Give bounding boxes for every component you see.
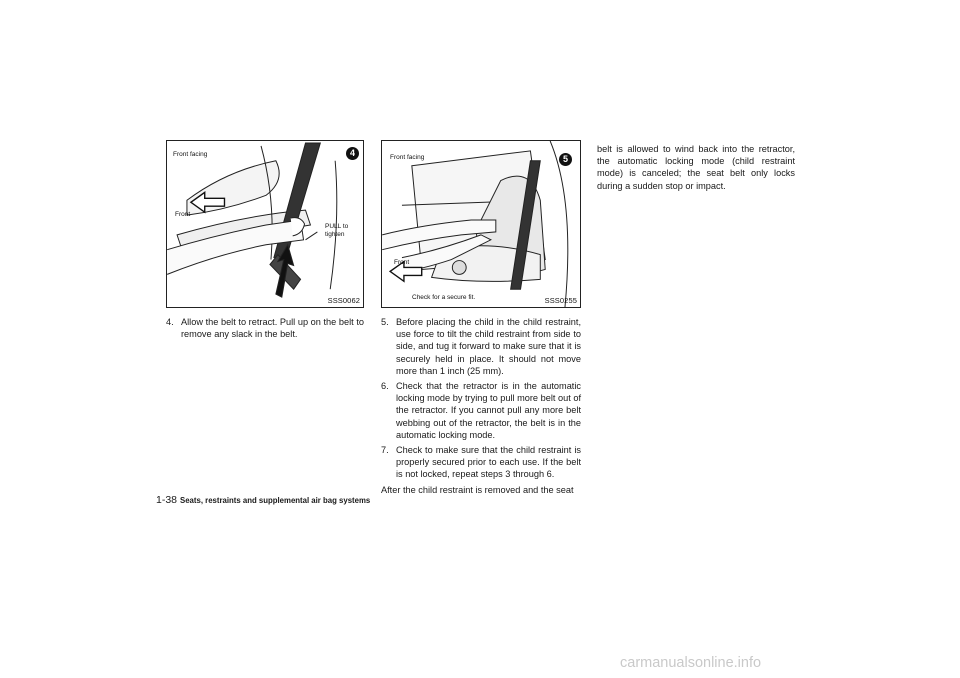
step-7 xyxy=(381,444,581,481)
page-number: 1-38 xyxy=(156,494,178,506)
step-number: 5. xyxy=(381,317,389,327)
label-front: Front xyxy=(394,259,410,266)
figure-code: SSS0062 xyxy=(327,296,360,305)
label-pull-to-tighten: PULL to tighten xyxy=(325,223,349,238)
figure-4-illustration xyxy=(166,140,364,308)
label-front-facing: Front facing xyxy=(173,151,208,158)
after-removal-paragraph-start: After the child restraint is removed and the seat xyxy=(381,484,574,495)
step-5 xyxy=(381,316,581,377)
label-check-secure-fit: Check for a secure fit. xyxy=(412,294,476,301)
step-number: 7. xyxy=(381,445,389,456)
step-4 xyxy=(166,316,364,340)
watermark: carmanualsonline.info xyxy=(620,655,762,671)
step-text: Check that the retractor is in the automatic locking mode by trying to pull more belt out of the retractor. If you cannot pull any more belt webbing out of the retractor, the belt is in the automatic locking mode. xyxy=(396,381,581,440)
column-3-text xyxy=(597,143,795,192)
step-text: Before placing the child in the child restraint, use force to tilt the child restraint from side to side, and tug it forward to make sure that it is securely held in place. It should not move more than 1 inch (25 mm). xyxy=(396,317,581,376)
section-title: Seats, restraints and supplemental air bag systems xyxy=(180,496,371,505)
step-6 xyxy=(381,380,581,441)
step-number: 4. xyxy=(166,317,174,327)
figure-code: SSS0255 xyxy=(544,296,577,305)
figure-number-badge: 4 xyxy=(346,147,359,160)
step-text: Allow the belt to retract. Pull up on the belt to remove any slack in the belt. xyxy=(181,317,364,340)
page-footer xyxy=(156,490,370,508)
child-seat-check-drawing xyxy=(382,141,580,307)
after-removal-paragraph-continued: belt is allowed to wind back into the retractor, the automatic locking mode (child restraint mode) is canceled; the seat belt only locks during a sudden stop or impact. xyxy=(597,144,795,191)
step-number: 6. xyxy=(381,381,389,392)
step-text: Check to make sure that the child restraint is properly secured prior to each use. If the belt is not locked, repeat steps 3 through 6. xyxy=(396,445,581,480)
column-2-text xyxy=(381,316,581,496)
label-front: Front xyxy=(175,211,191,218)
figure-5-illustration xyxy=(381,140,581,308)
figure-number-badge: 5 xyxy=(559,153,572,166)
column-1-text xyxy=(166,316,364,343)
label-front-facing: Front facing xyxy=(390,154,425,161)
